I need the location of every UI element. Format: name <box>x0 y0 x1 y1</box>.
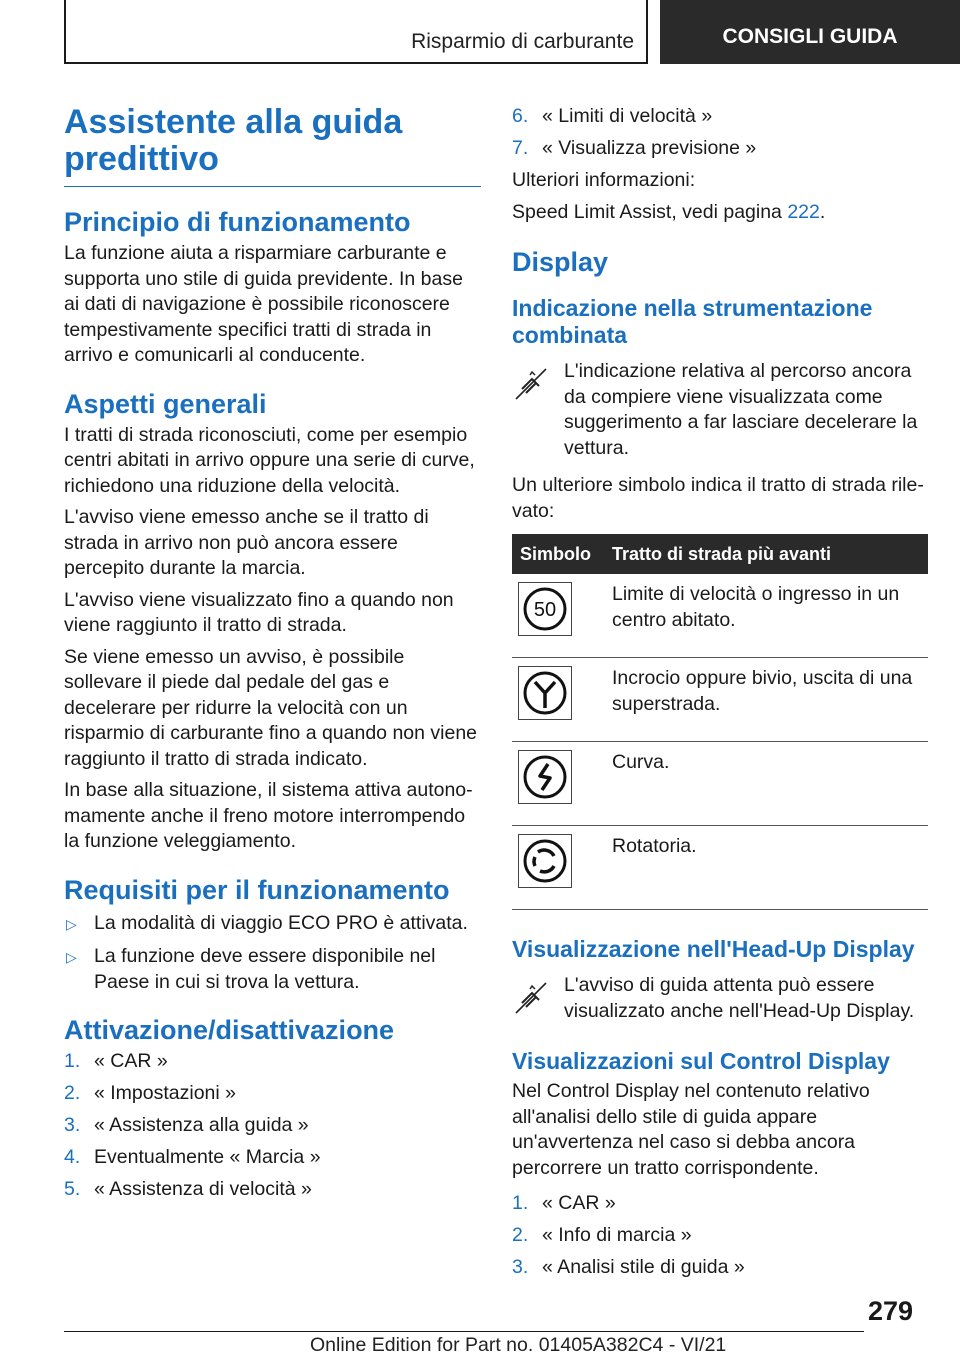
activation-steps <box>64 1049 481 1203</box>
table-row <box>512 826 928 910</box>
heading-general: Aspetti generali <box>64 388 267 419</box>
table-header-symbol: Simbolo <box>512 534 604 574</box>
general-paragraph: In base alla situazione, il sistema attiva autonomamente anche il freno motore interrompendo la funzione veleggiamento. <box>64 779 473 852</box>
table-cell: Limite di velocità o ingresso in un centro abitato. <box>604 574 928 658</box>
more-info-label: Ulteriori informazioni: <box>512 169 696 191</box>
speed-limit-50-icon <box>518 582 572 636</box>
page-title: Assistente alla guida predittivo <box>64 104 481 187</box>
step-item: 2. « Info di marcia » <box>512 1224 692 1246</box>
heading-hud: Visualizzazione nell'Head-Up Display <box>512 936 915 962</box>
heading-principle: Principio di funzionamento <box>64 207 411 237</box>
step-item: 7. « Visualizza previsione » <box>512 137 757 159</box>
chapter-tab: CONSIGLI GUIDA <box>660 0 960 64</box>
edition-text: Online Edition for Part no. 01405A382C4 - VI/21 <box>310 1334 727 1356</box>
step-item: 2. « Impostazioni » <box>64 1082 236 1104</box>
table-cell: Rotatoria. <box>604 826 928 910</box>
table-row <box>512 742 928 826</box>
heading-control-display: Visualizzazioni sul Control Display <box>512 1048 890 1074</box>
svg-text:50: 50 <box>533 599 557 621</box>
table-cell: Incrocio oppure bivio, uscita di una superstrada. <box>604 658 928 742</box>
step-item: 3. « Analisi stile di guida » <box>512 1256 745 1278</box>
control-display-steps <box>512 1191 928 1281</box>
symbol-table <box>512 534 928 910</box>
footer-divider <box>64 1331 864 1332</box>
general-paragraph: L'avviso viene visualizzato fino a quando non viene raggiunto il tratto di strada. <box>64 588 454 636</box>
table-header-road: Tratto di strada più avanti <box>604 534 928 574</box>
heading-activation: Attivazione/disattivazione <box>64 1015 395 1045</box>
right-column <box>512 100 928 1287</box>
more-info-text: Speed Limit Assist, vedi pagina 222. <box>512 200 826 223</box>
step-item: 5. « Assistenza di velocità » <box>64 1178 312 1200</box>
list-item: ▷ La modalità di viaggio ECO PRO è attivata. <box>64 911 481 937</box>
step-item: 3. « Assistenza alla guida » <box>64 1114 309 1136</box>
step-item: 1. « CAR » <box>512 1192 616 1214</box>
table-cell: Curva. <box>604 742 928 826</box>
general-paragraph: Se viene emesso un avviso, è possibile sollevare il piede dal pedale del gas e decelerare per ridurre la velocità con un risparmio di carburante fino a quando non viene raggiunto il tratto di strada indicato. <box>64 645 478 770</box>
table-row <box>512 574 928 658</box>
table-row <box>512 658 928 742</box>
junction-icon <box>518 666 572 720</box>
heading-display: Display <box>512 247 609 277</box>
curve-icon <box>518 750 572 804</box>
step-item: 1. « CAR » <box>64 1050 168 1072</box>
driving-hint-icon <box>512 979 550 1017</box>
general-paragraph: L'avviso viene emesso anche se il tratto di strada in arrivo non può ancora essere percepito durante la marcia. <box>64 506 429 579</box>
hud-note: L'avviso di guida attenta può essere visualizzato anche nell'Head-Up Display. <box>512 973 928 1024</box>
instrument-note: L'indicazione relativa al percorso ancora da compiere viene visualizzata come suggerimento a far lasciare decelerare la vettura. <box>512 359 928 461</box>
page-link[interactable]: 222 <box>787 200 820 223</box>
general-paragraph: I tratti di strada riconosciuti, come per esempio centri abitati in arrivo oppure una serie di curve, richiedono una riduzione della velocità. <box>64 423 475 497</box>
section-title: Risparmio di carburante <box>411 30 634 53</box>
roundabout-icon <box>518 834 572 888</box>
requirements-list <box>64 911 481 996</box>
heading-instrument: Indicazione nella strumentazione combinata <box>512 295 873 348</box>
principle-text: La funzione aiuta a risparmiare carburante e supporta uno stile di guida previdente. In base ai dati di navigazione è possibile riconoscere tempestivamente specifici tratti di strada in arrivo e comunicarli al conducente. <box>64 242 463 366</box>
heading-requirements: Requisiti per il funzionamento <box>64 874 450 905</box>
left-column <box>64 100 481 1209</box>
step-item: 6. « Limiti di velocità » <box>512 105 713 127</box>
symbol-intro: Un ulteriore simbolo indica il tratto di strada rilevato: <box>512 474 924 522</box>
triangle-bullet-icon: ▷ <box>66 949 77 965</box>
list-item: ▷ La funzione deve essere disponibile nel Paese in cui si trova la vettura. <box>66 945 436 993</box>
step-item: 4. Eventualmente « Marcia » <box>64 1146 321 1168</box>
driving-hint-icon <box>512 365 550 403</box>
triangle-bullet-icon: ▷ <box>66 915 77 932</box>
control-display-text: Nel Control Display nel contenuto relativo all'analisi dello stile di guida appare un'avvertenza nel caso si debba ancora percorrere un tratto corrispondente. <box>512 1080 870 1179</box>
header-frame <box>64 0 648 64</box>
page-number: 279 <box>868 1296 914 1326</box>
activation-steps-continued <box>512 104 928 162</box>
